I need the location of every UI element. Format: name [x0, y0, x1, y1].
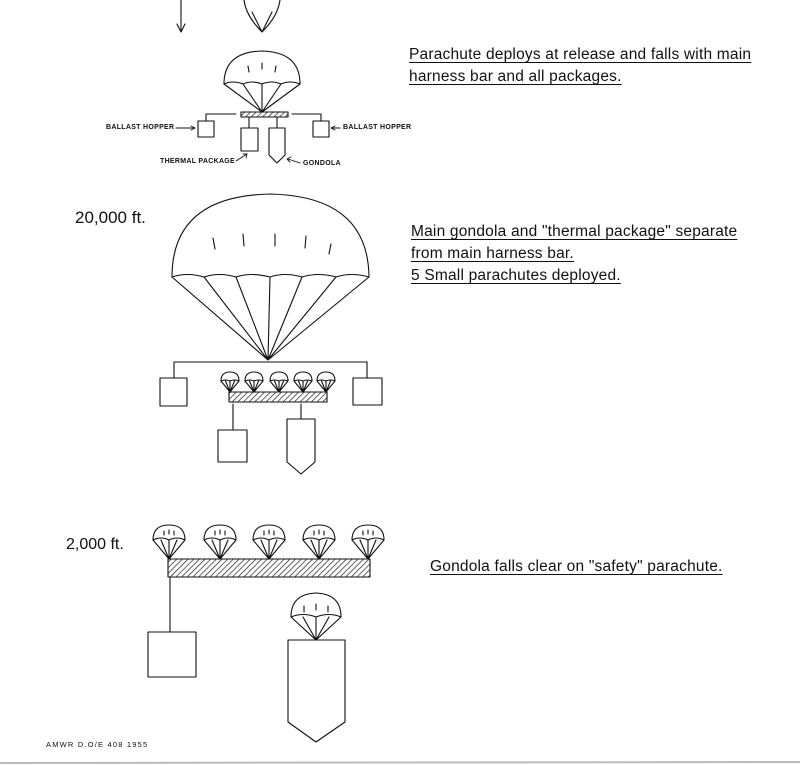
stage3-thermal-package	[148, 632, 196, 677]
stage3-caption	[430, 556, 723, 578]
label-thermal-package: THERMAL PACKAGE	[160, 158, 236, 165]
label-ballast-hopper-left: BALLAST HOPPER	[106, 124, 175, 131]
stage1-ballast-hopper-right	[313, 121, 329, 137]
caption-line: harness bar and all packages.	[409, 68, 622, 85]
stage1-gondola	[269, 128, 285, 163]
caption-line: from main harness bar.	[411, 245, 574, 262]
caption-line: Gondola falls clear on "safety" parachute.	[430, 558, 723, 575]
scan-edge-line	[0, 762, 800, 763]
stage3-harness-bar	[168, 559, 370, 577]
caption-line: 5 Small parachutes deployed.	[411, 267, 621, 284]
stage2-small-parachute	[245, 372, 263, 392]
stage2-gondola	[287, 419, 315, 474]
altitude-20000: 20,000 ft.	[75, 208, 146, 227]
stage1-caption	[409, 44, 751, 88]
stage3-small-parachute	[253, 525, 285, 559]
stage2-main-parachute	[172, 194, 369, 360]
label-ballast-hopper-right: BALLAST HOPPER	[343, 124, 412, 131]
stage3-small-parachute	[204, 525, 236, 559]
stage2-small-parachute	[317, 372, 335, 392]
stage2-caption	[411, 221, 737, 287]
stage1-harness-bar	[241, 112, 288, 117]
top-canopy-remnant	[244, 0, 280, 32]
drawing-reference: AMWR D.O/E 408 1955	[46, 740, 149, 749]
stage1-ballast-hopper-left	[198, 121, 214, 137]
stage3-small-parachute	[303, 525, 335, 559]
stage2-ballast-hopper-right	[353, 378, 382, 405]
stage2-thermal-package	[218, 430, 247, 462]
stage3-small-parachute	[352, 525, 384, 559]
altitude-2000: 2,000 ft.	[66, 536, 124, 553]
stage3-gondola	[288, 640, 345, 742]
stage1-main-parachute	[224, 51, 300, 112]
stage1-thermal-package	[241, 128, 258, 151]
stage2-ballast-hopper-left	[160, 378, 187, 406]
stage2-small-parachute	[270, 372, 288, 392]
descent-arrow	[177, 0, 185, 32]
label-gondola: GONDOLA	[303, 160, 341, 167]
stage2-small-parachute	[221, 372, 239, 392]
caption-line: Parachute deploys at release and falls with main	[409, 46, 752, 63]
stage2-harness-bar	[229, 392, 327, 402]
stage2-small-parachute	[294, 372, 312, 392]
stage3-small-parachute	[153, 525, 185, 559]
stage3-safety-parachute	[291, 593, 341, 640]
caption-line: Main gondola and "thermal package" separate	[411, 223, 738, 240]
